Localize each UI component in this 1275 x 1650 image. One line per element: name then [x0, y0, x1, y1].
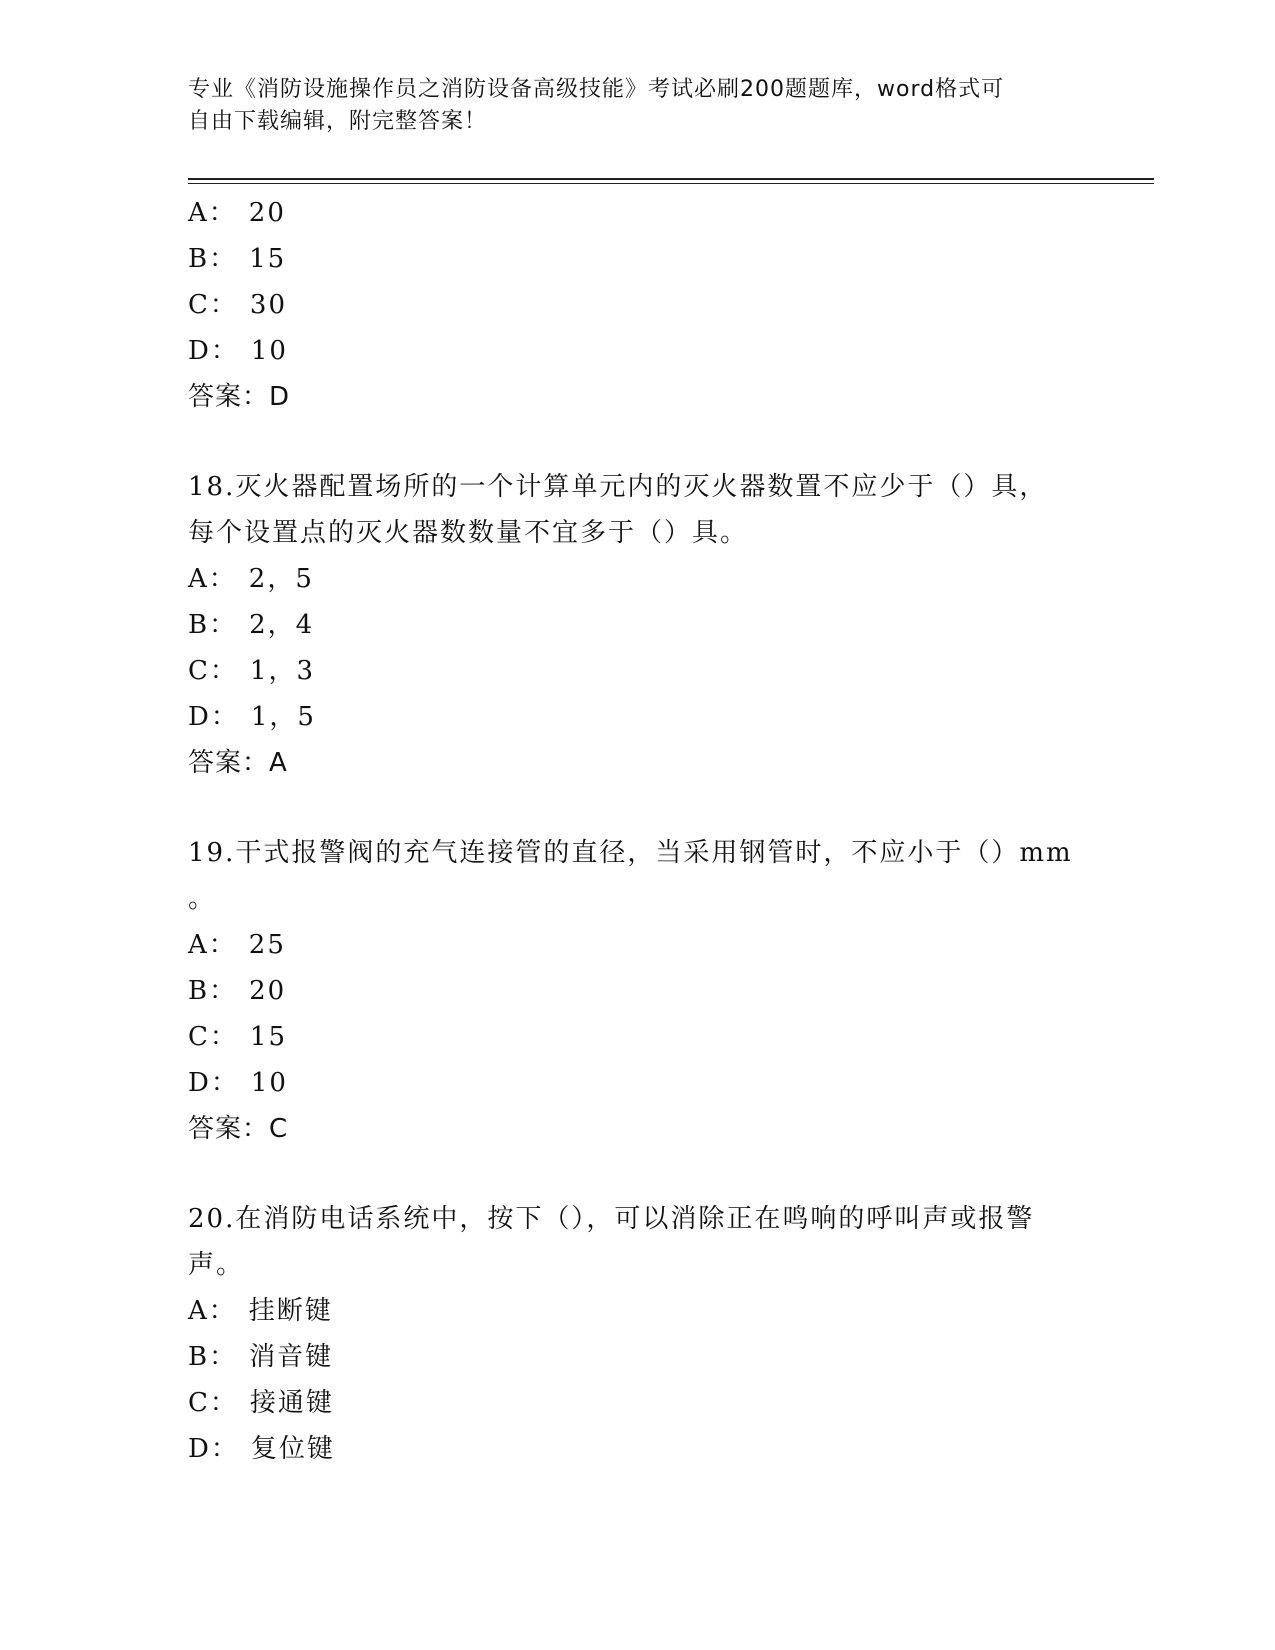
option-text: 1，5: [250, 702, 316, 732]
option-d: [188, 1426, 1088, 1472]
question-line: 声。: [188, 1250, 245, 1280]
option-a: [188, 190, 1088, 236]
option-text: 25: [248, 930, 286, 960]
option-text: 20: [249, 976, 287, 1006]
option-d: [188, 694, 1088, 740]
option-c: [188, 1014, 1088, 1060]
question-content: [188, 190, 1088, 1472]
option-text: 2，5: [248, 564, 314, 594]
question-line: 19.干式报警阀的充气连接管的直径，当采用钢管时，不应小于（）mm: [188, 838, 1073, 868]
option-label: B：: [188, 244, 238, 274]
option-label: C：: [188, 656, 238, 686]
option-c: [188, 282, 1088, 328]
option-text: 挂断键: [248, 1296, 333, 1326]
option-label: B：: [188, 1342, 238, 1372]
document-header: [188, 74, 1068, 138]
option-b: [188, 236, 1088, 282]
question-19-block: [188, 830, 1088, 1152]
option-label: D：: [188, 336, 239, 366]
option-text: 15: [249, 1022, 287, 1052]
option-label: C：: [188, 1022, 238, 1052]
option-label: A：: [188, 198, 237, 228]
option-label: B：: [188, 976, 238, 1006]
option-d: [188, 328, 1088, 374]
option-b: [188, 1334, 1088, 1380]
option-c: [188, 648, 1088, 694]
header-title-line-1: 专业《消防设施操作员之消防设备高级技能》考试必刷200题题库，word格式可: [188, 77, 1005, 102]
header-title-line-2: 自由下载编辑，附完整答案！: [188, 109, 488, 134]
question-20-text: [188, 1196, 1078, 1288]
option-text: 20: [248, 198, 286, 228]
spacer: [188, 786, 1088, 830]
question-20-block: [188, 1196, 1088, 1472]
option-text: 消音键: [249, 1342, 334, 1372]
option-label: D：: [188, 702, 239, 732]
question-18-block: [188, 464, 1088, 786]
question-line: 每个设置点的灭火器数数量不宜多于（）具。: [188, 518, 749, 548]
option-label: D：: [188, 1434, 239, 1464]
spacer: [188, 420, 1088, 464]
option-label: A：: [188, 564, 237, 594]
question-17-block: [188, 190, 1088, 420]
option-text: 30: [249, 290, 287, 320]
option-c: [188, 1380, 1088, 1426]
option-text: 复位键: [250, 1434, 335, 1464]
option-text: 1，3: [249, 656, 315, 686]
option-label: C：: [188, 1388, 238, 1418]
option-a: [188, 922, 1088, 968]
option-text: 2，4: [249, 610, 315, 640]
question-line: 20.在消防电话系统中，按下（），可以消除正在鸣响的呼叫声或报警: [188, 1204, 1035, 1234]
answer-line: 答案：A: [188, 748, 288, 778]
question-line: 18.灭火器配置场所的一个计算单元内的灭火器数置不应少于（）具，: [188, 472, 1048, 502]
spacer: [188, 1152, 1088, 1196]
option-label: B：: [188, 610, 238, 640]
option-b: [188, 602, 1088, 648]
option-label: A：: [188, 930, 237, 960]
question-19-text: [188, 830, 1078, 922]
option-label: D：: [188, 1068, 239, 1098]
option-text: 10: [250, 336, 288, 366]
option-d: [188, 1060, 1088, 1106]
question-line: 。: [188, 884, 217, 914]
option-a: [188, 556, 1088, 602]
option-text: 15: [249, 244, 287, 274]
answer-line: 答案：D: [188, 382, 291, 412]
option-b: [188, 968, 1088, 1014]
answer-line: 答案：C: [188, 1114, 289, 1144]
option-label: C：: [188, 290, 238, 320]
option-label: A：: [188, 1296, 237, 1326]
header-divider: [188, 178, 1154, 184]
option-a: [188, 1288, 1088, 1334]
option-text: 接通键: [249, 1388, 334, 1418]
option-text: 10: [250, 1068, 288, 1098]
question-18-text: [188, 464, 1078, 556]
